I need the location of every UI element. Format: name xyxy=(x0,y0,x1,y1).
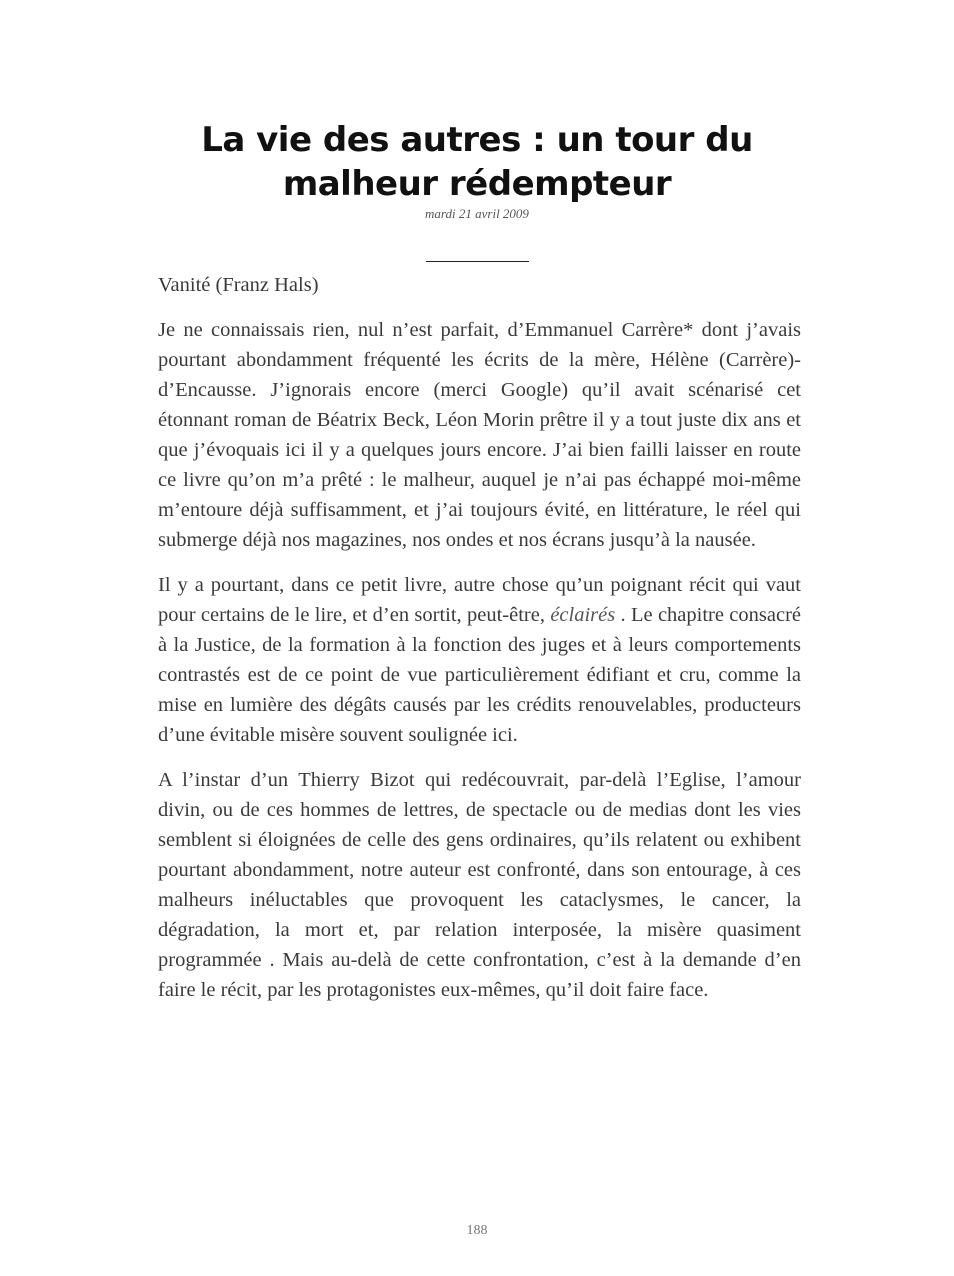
paragraph-2-end: . Le chapitre consacré à la Justice, de la formation à la fonction des juges et à leurs comportements contrastés est de ce point de vue particulièrement édifiant et cru, comme la mise en lumière des dégâts causés par les crédits renouvelables, producteurs d’une évitable misère souvent soulignée ici. xyxy=(158,604,801,746)
page-number: 188 xyxy=(466,1223,488,1238)
image-caption: Vanité (Franz Hals) xyxy=(158,274,319,296)
paragraph-2-start: Il y a pourtant, dans ce petit livre, autre chose qu’un poignant récit qui vaut pour certains de le lire, et d’en sortit, peut-être, xyxy=(158,574,801,626)
article-body xyxy=(158,270,801,1020)
paragraph-3: A l’instar d’un Thierry Bizot qui redécouvrait, par-delà l’Eglise, l’amour divin, ou de ces hommes de lettres, de spectacle ou de medias dont les vies semblent si éloignées de celle des gens ordinaires, qu’ils relatent ou exhibent pourtant abondamment, notre auteur est confronté, dans son entourage, à ces malheurs inéluctables que provoquent les cataclysmes, le cancer, la dégradation, la mort et, par relation interposée, la misère quasiment programmée . Mais au-delà de cette confrontation, c’est à la demande d’en faire le récit, par les protagonistes eux-mêmes, qu’il doit faire face. xyxy=(158,769,801,1001)
paragraph-2 xyxy=(158,570,801,750)
title-separator xyxy=(426,261,529,262)
paragraph-1: Je ne connaissais rien, nul n’est parfait, d’Emmanuel Carrère* dont j’avais pourtant abondamment fréquenté les écrits de la mère, Hélène (Carrère)- d’Encausse. J’ignorais encore (merci Google) qu’il avait scénarisé cet étonnant roman de Béatrix Beck, Léon Morin prêtre il y a tout juste dix ans et que j’évoquais ici il y a quelques jours encore. J’ai bien failli laisser en route ce livre qu’on m’a prêté : le malheur, auquel je n’ai pas échappé moi-même m’entoure déjà suffisamment, et j’ai toujours évité, en littérature, le réel qui submerge déjà nos magazines, nos ondes et nos écrans jusqu’à la nausée. xyxy=(158,319,801,551)
article-date: mardi 21 avril 2009 xyxy=(425,206,529,221)
italic-word: éclairés xyxy=(550,604,616,626)
article-title: La vie des autres : un tour du malheur rédempteur xyxy=(201,120,753,204)
